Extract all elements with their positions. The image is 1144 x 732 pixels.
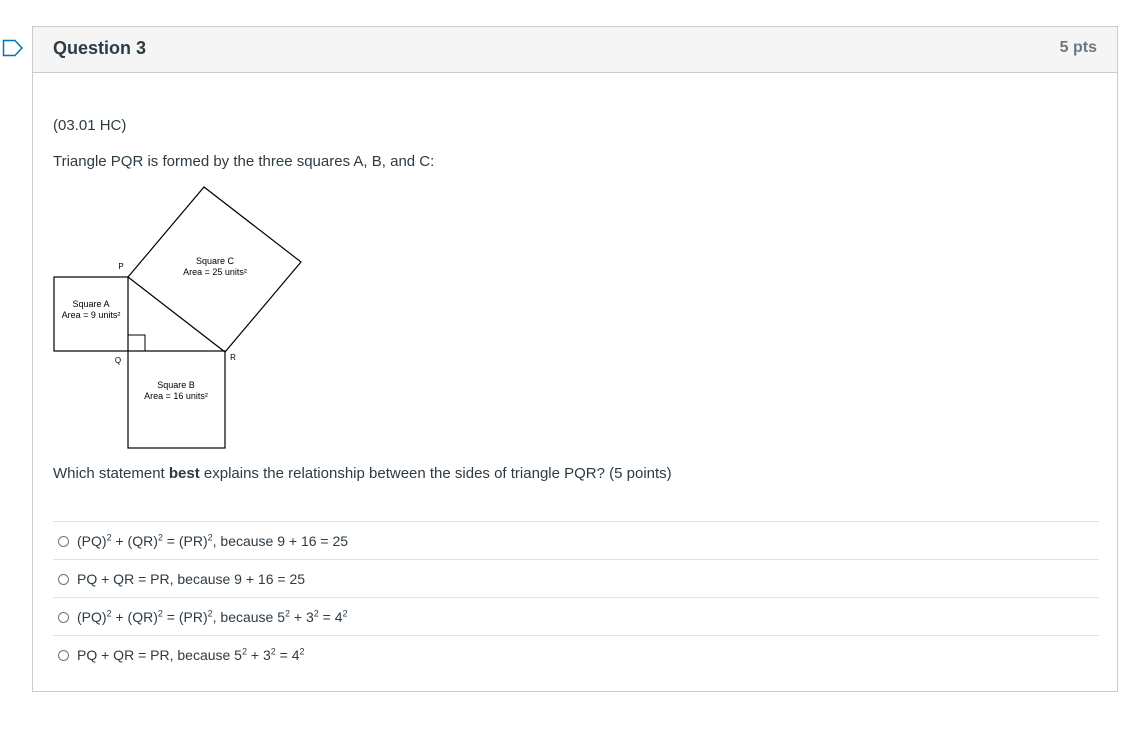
answer-3-text-4: , because 5 [212,608,286,625]
answer-4-text-2: + 3 [247,646,271,663]
square-c-area: Area = 25 units² [183,267,247,277]
triangle-squares-figure [52,184,324,452]
answer-1-text-2: + (QR) [111,532,158,549]
answer-3-sup-3: 2 [207,607,213,618]
answer-3-text-6: = 4 [318,608,343,625]
question-intro: Triangle PQR is formed by the three squares A, B, and C: [53,153,435,170]
bookmark-icon[interactable] [2,39,24,57]
answer-label [77,571,305,587]
vertex-q-label: Q [114,356,122,365]
radio-button[interactable] [58,612,69,623]
answer-3-text-3: = (PR) [162,608,208,625]
answer-4-sup-2: 2 [270,645,276,656]
vertex-p-label: P [118,262,124,271]
right-angle-marker [128,335,145,351]
square-c-name: Square C [195,256,235,266]
answer-3-sup-6: 2 [342,607,348,618]
answer-3-sup-4: 2 [285,607,291,618]
answer-3-text-1: (PQ) [77,608,107,625]
answer-1-text-3: = (PR) [162,532,208,549]
square-b-name: Square B [157,380,195,390]
square-a-area: Area = 9 units² [61,310,121,320]
answer-3-sup-5: 2 [313,607,319,618]
question-code: (03.01 HC) [53,117,127,134]
prompt-text-start: Which statement [53,465,169,482]
answer-1-text-4: , because 9 + 16 = 25 [212,532,349,549]
answer-4-text-3: = 4 [275,646,300,663]
question-header [33,27,1117,73]
vertex-r-label: R [230,353,236,362]
answer-4-text-1: PQ + QR = PR, because 5 [77,646,242,663]
answer-2-text-1: PQ + QR = PR, because 9 + 16 = 25 [77,570,306,587]
answer-label [77,533,348,549]
answer-1-text-1: (PQ) [77,532,107,549]
answer-label [77,647,305,663]
answer-1-sup-3: 2 [207,531,213,542]
answer-1-sup-2: 2 [157,531,163,542]
answer-4-sup-3: 2 [299,645,305,656]
answer-option-1[interactable] [53,521,1099,559]
radio-button[interactable] [58,536,69,547]
answer-option-4[interactable] [53,635,1099,673]
answer-option-3[interactable] [53,597,1099,635]
prompt-text-end: explains the relationship between the sides of triangle PQR? (5 points) [199,465,672,482]
question-title: Question 3 [53,38,147,58]
answer-label [77,609,348,625]
question-card [32,26,1118,692]
question-points: 5 pts [1059,39,1097,56]
square-b-area: Area = 16 units² [144,391,208,401]
answer-3-sup-2: 2 [157,607,163,618]
answer-3-sup-1: 2 [106,607,112,618]
radio-button[interactable] [58,650,69,661]
answer-3-text-5: + 3 [290,608,314,625]
answer-1-sup-1: 2 [106,531,112,542]
radio-button[interactable] [58,574,69,585]
prompt-bold-word: best [168,465,200,482]
answer-list [53,521,1099,673]
answer-4-sup-1: 2 [241,645,247,656]
square-a-name: Square A [72,299,110,309]
question-prompt [53,465,672,482]
answer-option-2[interactable] [53,559,1099,597]
answer-3-text-2: + (QR) [111,608,158,625]
